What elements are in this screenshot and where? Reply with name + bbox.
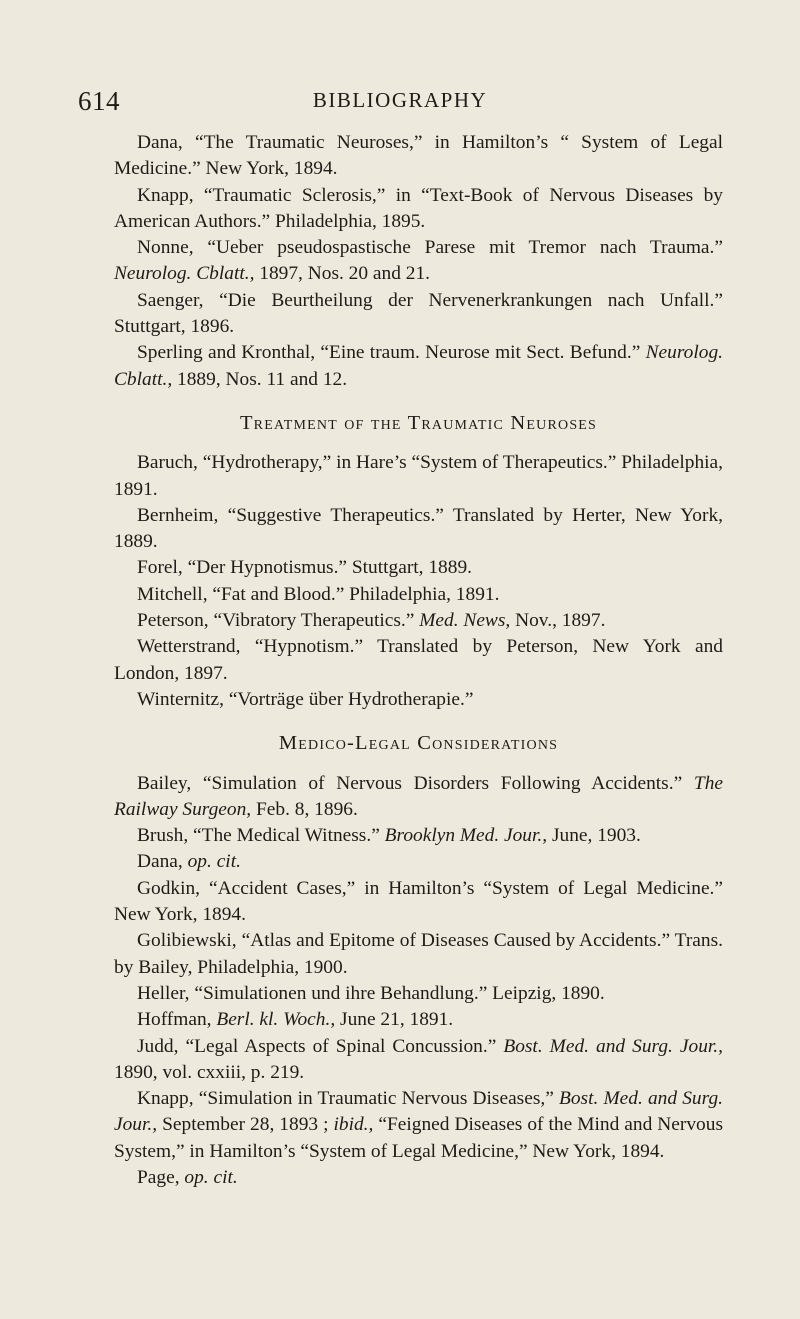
bib-entry: Page, op. cit.	[137, 1166, 238, 1188]
bib-entry: Baruch, “Hydrotherapy,” in Hare’s “System of Therapeutics.” Philadelphia, 1891.	[114, 452, 723, 500]
bib-entry: Nonne, “Ueber pseudospastische Parese mit Tremor nach Trauma.” Neurolog. Cblatt., 1897, Nos. 20 and 21.	[114, 237, 723, 285]
section-heading-treatment: Treatment of the Traumatic Neuroses	[239, 411, 598, 434]
bib-entry: Knapp, “Simulation in Traumatic Nervous Diseases,” Bost. Med. and Surg. Jour., September 28, 1893 ; ibid., “Feigned Diseases of the Mind and Nervous System,” in Hamilton’s “System of Legal Medicine,” New York, 1894.	[114, 1088, 723, 1162]
page-header	[0, 86, 800, 118]
bib-entry: Heller, “Simulationen und ihre Behandlung.” Leipzig, 1890.	[137, 982, 605, 1004]
bib-entry: Bailey, “Simulation of Nervous Disorders Following Accidents.” The Railway Surgeon, Feb. 8, 1896.	[114, 772, 723, 820]
bib-entry: Forel, “Der Hypnotismus.” Stuttgart, 1889.	[137, 557, 472, 579]
section-medico-legal-refs	[114, 771, 723, 1192]
bib-entry: Dana, “The Traumatic Neuroses,” in Hamilton’s “ System of Legal Medicine.” New York, 1894.	[114, 132, 723, 180]
bib-entry: Hoffman, Berl. kl. Woch., June 21, 1891.	[137, 1009, 454, 1031]
section-traumatic-neuroses-refs	[114, 130, 723, 393]
bib-entry: Knapp, “Traumatic Sclerosis,” in “Text-Book of Nervous Diseases by American Authors.” Philadelphia, 1895.	[114, 184, 723, 232]
running-head: BIBLIOGRAPHY	[312, 88, 488, 112]
bib-entry: Judd, “Legal Aspects of Spinal Concussion.” Bost. Med. and Surg. Jour., 1890, vol. cxxiii, p. 219.	[114, 1035, 723, 1083]
bib-entry: Golibiewski, “Atlas and Epitome of Diseases Caused by Accidents.” Trans. by Bailey, Philadelphia, 1900.	[114, 930, 723, 978]
bib-entry: Peterson, “Vibratory Therapeutics.” Med. News, Nov., 1897.	[137, 610, 606, 632]
bibliography-body	[114, 130, 723, 1191]
bib-entry: Mitchell, “Fat and Blood.” Philadelphia, 1891.	[137, 583, 500, 605]
bib-entry: Dana, op. cit.	[137, 851, 241, 873]
page-number: 614	[78, 86, 120, 116]
section-treatment-refs	[114, 450, 723, 713]
bib-entry: Saenger, “Die Beurtheilung der Nervenerkrankungen nach Unfall.” Stuttgart, 1896.	[114, 289, 723, 338]
section-heading-medico-legal: Medico-Legal Considerations	[278, 732, 559, 755]
bib-entry: Brush, “The Medical Witness.” Brooklyn Med. Jour., June, 1903.	[137, 825, 641, 847]
bib-entry: Bernheim, “Suggestive Therapeutics.” Translated by Herter, New York, 1889.	[114, 504, 723, 553]
bib-entry: Wetterstrand, “Hypnotism.” Translated by Peterson, New York and London, 1897.	[114, 636, 723, 684]
bib-entry: Sperling and Kronthal, “Eine traum. Neurose mit Sect. Befund.” Neurolog. Cblatt., 1889, Nos. 11 and 12.	[114, 342, 723, 390]
bib-entry: Godkin, “Accident Cases,” in Hamilton’s “System of Legal Medicine.” New York, 1894.	[114, 877, 723, 926]
bib-entry: Winternitz, “Vorträge über Hydrotherapie.”	[137, 688, 474, 710]
